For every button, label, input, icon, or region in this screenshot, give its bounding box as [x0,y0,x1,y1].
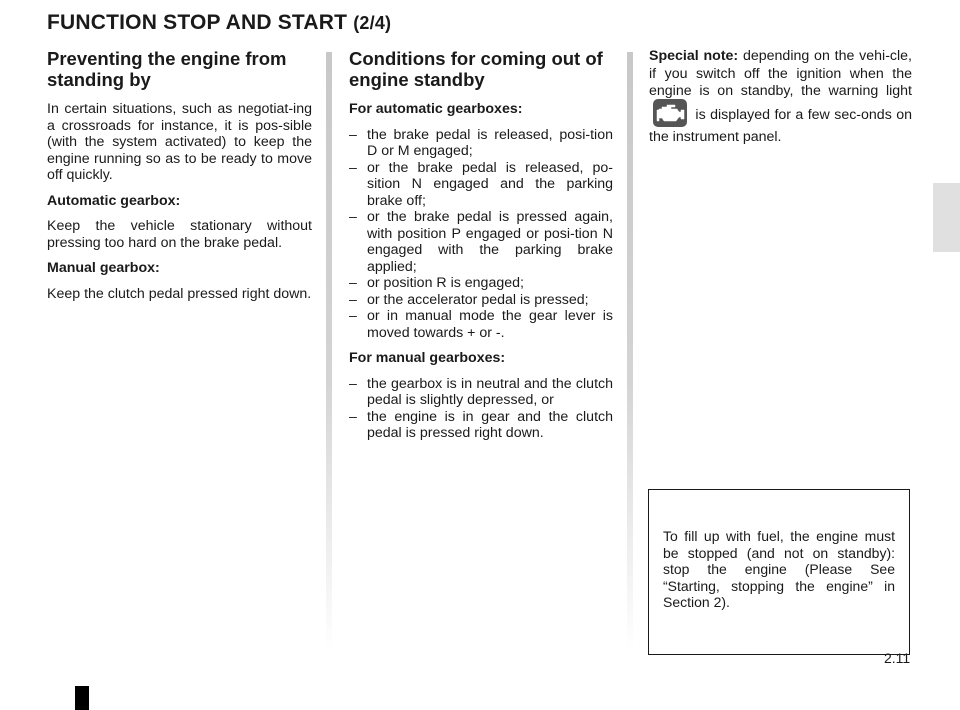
column-divider [326,52,332,652]
right-column [649,48,912,155]
automatic-gearboxes-label: For automatic gearboxes: [349,101,523,117]
special-note-label: Special note: [649,48,739,64]
list-item: – or the brake pedal is pressed again, with position P engaged or posi-tion N engaged with the parking brake applied; [349,209,613,275]
automatic-gearbox-text: Keep the vehicle stationary without pressing too hard on the brake pedal. [47,218,312,251]
left-column [47,48,312,311]
manual-gearboxes-label: For manual gearboxes: [349,350,506,366]
corner-crop-mark [75,686,89,710]
column-divider [627,52,633,652]
fuel-warning-text: To fill up with fuel, the engine must be stopped (and not on standby): stop the engine (Please See “Starting, stopping the engine” in Section 2). [663,528,895,610]
section-tab-marker [933,183,960,252]
special-note-text: depending on the vehi-cle, if you switch off the ignition when the engine is on standby, the warning light [649,48,912,99]
middle-section-heading: Conditions for coming out of engine standby [349,48,603,90]
manual-gearbox-label: Manual gearbox: [47,260,160,276]
list-item: – or position R is engaged; [349,275,613,292]
special-note-text-end: is displayed for a few sec-onds on the instrument panel. [649,106,912,145]
page-title [47,11,391,35]
left-intro-paragraph: In certain situations, such as negotiat-ing a crossroads for instance, it is pos-sible (with the system activated) to keep the engine running so as to be ready to move off quickly. [47,101,312,183]
list-item: – the engine is in gear and the clutch pedal is pressed right down. [349,409,613,442]
list-item: – the gearbox is in neutral and the clutch pedal is slightly depressed, or [349,376,613,409]
list-item: – the brake pedal is released, posi-tion D or M engaged; [349,127,613,160]
manual-gearbox-text: Keep the clutch pedal pressed right down. [47,285,312,302]
fuel-warning-box [648,489,910,655]
page-part-indicator: (2/4) [353,13,392,33]
special-note-paragraph [649,48,912,146]
manual-conditions-list [349,376,613,442]
list-item: – or the accelerator pedal is pressed; [349,292,613,309]
page-number: 2.11 [884,650,911,666]
list-item: – or in manual mode the gear lever is moved towards + or -. [349,308,613,341]
page-title-text: FUNCTION STOP AND START [47,11,348,34]
automatic-gearbox-label: Automatic gearbox: [47,192,181,209]
list-item: – or the brake pedal is released, po-sition N engaged and the parking brake off; [349,160,613,210]
left-section-heading: Preventing the engine from standing by [47,48,287,90]
automatic-conditions-list [349,127,613,342]
middle-column [349,48,613,451]
engine-warning-icon [653,99,687,127]
